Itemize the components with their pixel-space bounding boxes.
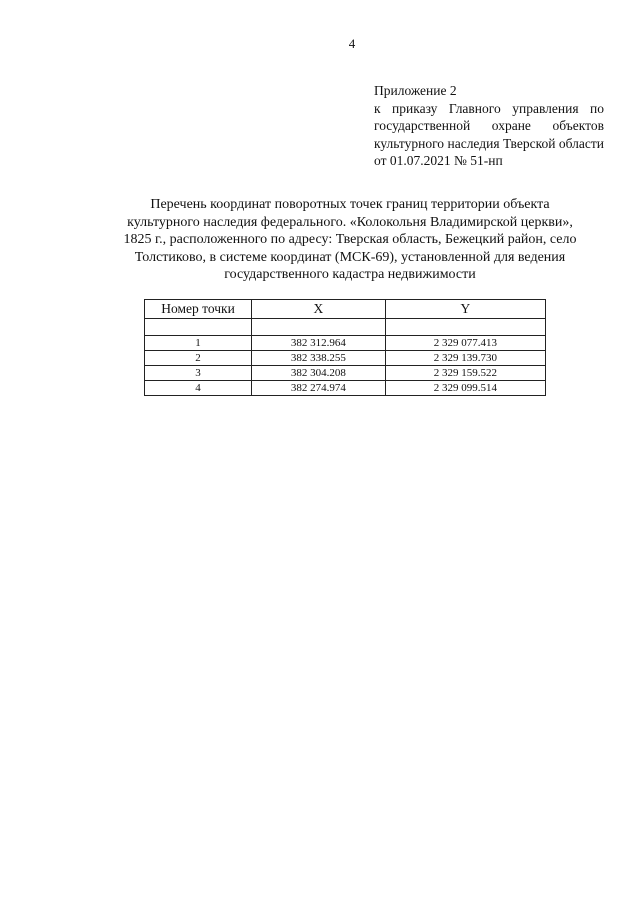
- x-coordinate-cell: 382 312.964: [252, 336, 386, 351]
- heading-line: 1825 г., расположенного по адресу: Тверская область, Бежецкий район, село: [123, 232, 577, 248]
- appendix-block: [374, 82, 604, 170]
- appendix-title: Приложение 2: [374, 83, 457, 98]
- document-heading: [96, 196, 604, 284]
- heading-line: государственного кадастра недвижимости: [224, 267, 476, 283]
- heading-line: культурного наследия федерального. «Колокольня Владимирской церкви»,: [127, 214, 573, 230]
- table-row: [145, 381, 546, 396]
- table-row: [145, 336, 546, 351]
- appendix-reference: к приказу Главного управления по государственной охране объектов культурного наследия Тверской области от 01.07.2021 № 51-нп: [374, 100, 604, 168]
- coordinates-table: [144, 299, 546, 396]
- y-coordinate-cell: 2 329 139.730: [385, 351, 545, 366]
- column-header-point-number: Номер точки: [145, 300, 252, 319]
- x-coordinate-cell: 382 338.255: [252, 351, 386, 366]
- y-coordinate-cell: 2 329 077.413: [385, 336, 545, 351]
- x-coordinate-cell: 382 304.208: [252, 366, 386, 381]
- column-header-y: Y: [385, 300, 545, 319]
- table-header-row: [145, 300, 546, 319]
- point-number-cell: 4: [145, 381, 252, 396]
- table-cell-empty: [252, 319, 386, 336]
- table-empty-row: [145, 319, 546, 336]
- table-cell-empty: [385, 319, 545, 336]
- point-number-cell: 2: [145, 351, 252, 366]
- table-cell-empty: [145, 319, 252, 336]
- page-number: 4: [348, 36, 356, 51]
- table-row: [145, 351, 546, 366]
- heading-line: Перечень координат поворотных точек границ территории объекта: [150, 197, 550, 212]
- table-row: [145, 366, 546, 381]
- point-number-cell: 3: [145, 366, 252, 381]
- x-coordinate-cell: 382 274.974: [252, 381, 386, 396]
- heading-line: Толстиково, в системе координат (МСК-69), установленной для ведения: [134, 249, 566, 265]
- y-coordinate-cell: 2 329 099.514: [385, 381, 545, 396]
- y-coordinate-cell: 2 329 159.522: [385, 366, 545, 381]
- column-header-x: X: [252, 300, 386, 319]
- point-number-cell: 1: [145, 336, 252, 351]
